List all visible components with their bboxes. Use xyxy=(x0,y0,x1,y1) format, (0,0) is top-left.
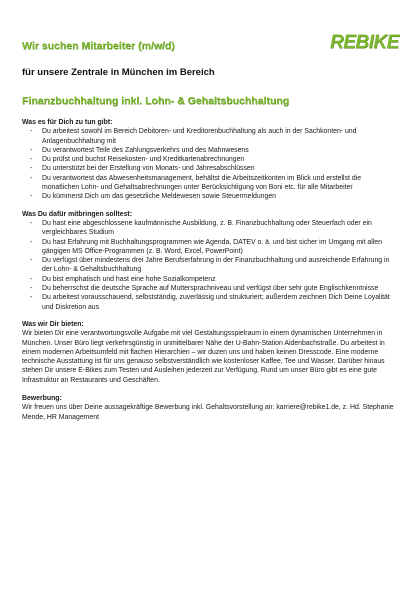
posting-body xyxy=(22,118,398,431)
list-item: - Du hast Erfahrung mit Buchhaltungsprogrammen wie Agenda, DATEV o. ä. und bist sicher im Umgang mit allen gängigen MS Office-Programmen (z. B. Word, Excel, PowerPoint) xyxy=(22,238,398,257)
offer-text: Wir bieten Dir eine verantwortungsvolle Aufgabe mit viel Gestaltungsspielraum in einem dynamischen Unternehmen in München. Unser Büro liegt verkehrsgünstig in unmittelbarer Nähe der U-Bahn-Station Aidenbachstraße. Du arbeitest in einem modernen Arbeitsumfeld mit flachen Hierarchien – wir duzen uns und haben keinen Dresscode. Eine moderne technische Ausstattung ist für uns genauso selbstverständlich wie kostenloser Kaffee, Tee und Wasser. Darüber hinaus stehen Dir unsere E-Bikes zum Testen und Ausleihen jederzeit zur Verfügung. Rund um unser Büro gibt es eine gute Infrastruktur an Restaurants und Geschäften. xyxy=(22,330,385,384)
offer-heading: Was wir Dir bieten: xyxy=(22,320,84,328)
rebike-logo: REBIKE xyxy=(330,32,399,53)
headline: Wir suchen Mitarbeiter (m/w/d) xyxy=(22,40,175,52)
requirements-heading: Was Du dafür mitbringen solltest: xyxy=(22,210,133,218)
requirements-list xyxy=(22,219,398,312)
list-item: - Du unterstützt bei der Erstellung von Monats- und Jahresabschlüssen xyxy=(22,164,398,173)
list-item: - Du arbeitest vorausschauend, selbstständig, zuverlässig und strukturiert; außerdem zeichnen Dich Deine Loyalität und Diskretion aus xyxy=(22,293,398,312)
department-title: Finanzbuchhaltung inkl. Lohn- & Gehaltsbuchhaltung xyxy=(22,95,290,107)
list-item: - Du hast eine abgeschlossene kaufmännische Ausbildung, z. B. Finanzbuchhaltung oder Steuerfach oder ein vergleichbares Studium xyxy=(22,219,398,238)
tasks-list xyxy=(22,127,398,201)
list-item: - Du bist emphatisch und hast eine hohe Sozialkompetenz xyxy=(22,275,398,284)
tasks-heading: Was es für Dich zu tun gibt: xyxy=(22,119,113,126)
list-item: - Du beherrschst die deutsche Sprache auf Muttersprachniveau und verfügst über sehr gute Englischkenntnisse xyxy=(22,284,398,293)
application-text: Wir freuen uns über Deine aussagekräftige Bewerbung inkl. Gehaltsvorstellung an: karriere@rebike1.de, z. Hd. Stephanie Mende, HR Management xyxy=(22,404,394,421)
list-item: - Du prüfst und buchst Reisekosten- und Kreditkartenabrechnungen xyxy=(22,155,398,164)
list-item: - Du kümmerst Dich um das gesetzliche Meldewesen sowie Steuermeldungen xyxy=(22,192,398,201)
list-item: - Du verfügst über mindestens drei Jahre Berufserfahrung in der Finanzbuchhaltung und ausreichende Erfahrung in der Lohn- & Gehaltsbuchhaltung xyxy=(22,256,398,275)
application-heading: Bewerbung: xyxy=(22,395,62,403)
subline: für unsere Zentrale in München im Bereich xyxy=(22,67,215,78)
list-item: - Du arbeitest sowohl im Bereich Debitoren- und Kreditorenbuchhaltung als auch in der Sachkonten- und Anlagenbuchhaltung mit xyxy=(22,127,398,146)
list-item: - Du verantwortest Teile des Zahlungsverkehrs und des Mahnwesens xyxy=(22,146,398,155)
list-item: - Du verantwortest das Abwesenheitsmanagement, behältst die Arbeitszeitkonten im Blick und erstellst die monatlichen Lohn- und Gehaltsabrechnungen unter Berücksichtigung von Boni etc. für alle Mitarbeiter xyxy=(22,174,398,193)
